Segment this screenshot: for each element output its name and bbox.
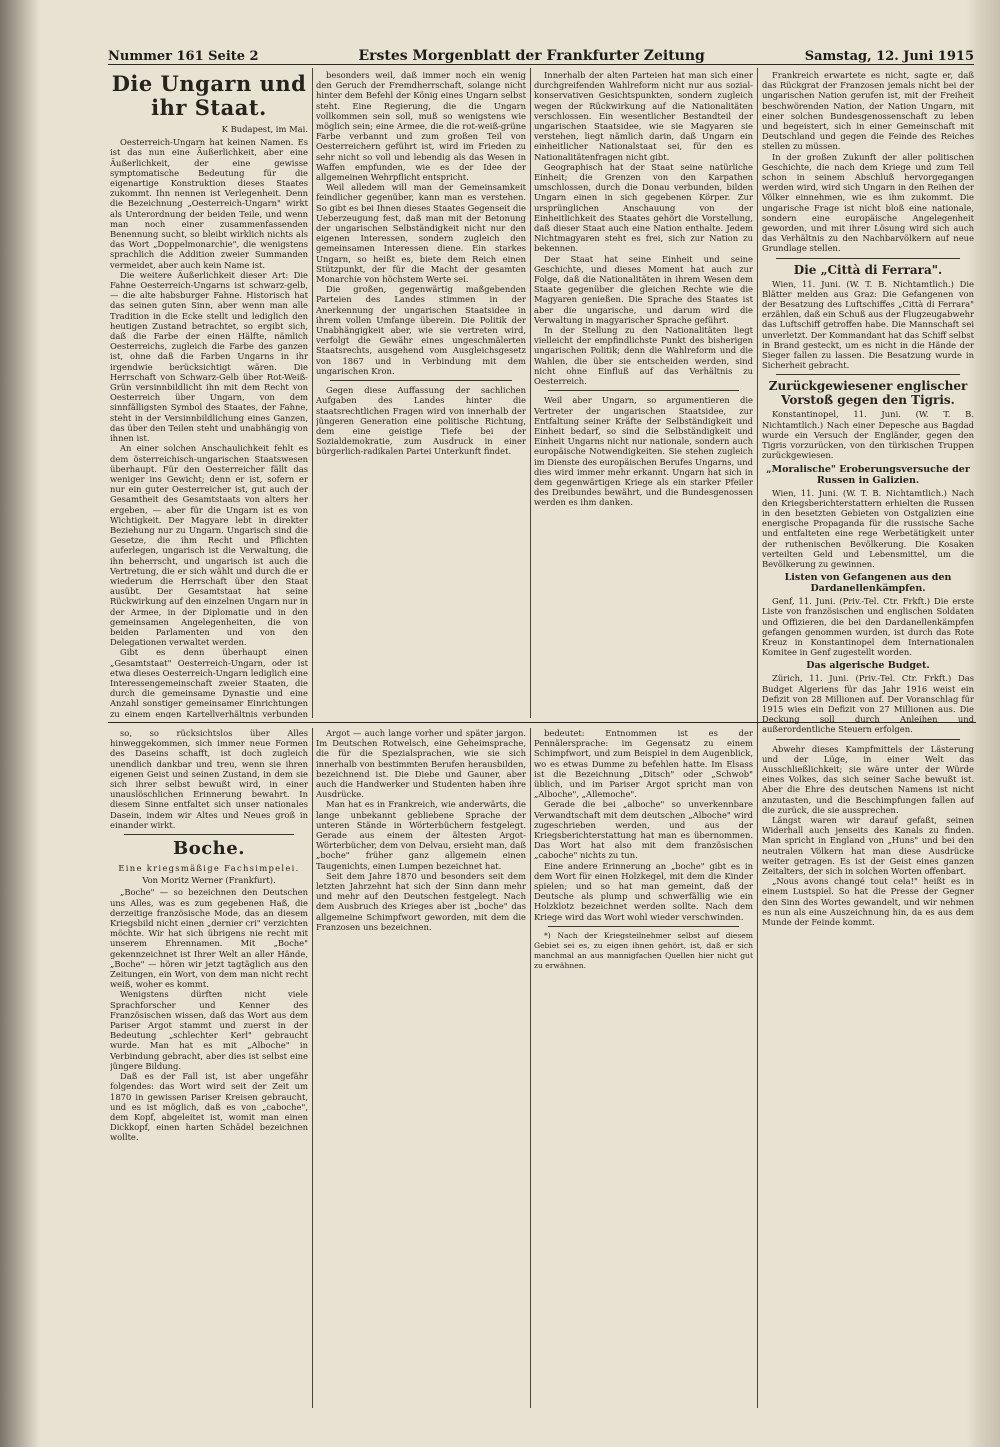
paragraph: An einer solchen Anschaulichkeit fehlt es dem österreichisch-ungarischen Staatswesen überhaupt. Für den Oesterreicher fällt das weniger ins Gewicht; denn er ist, sofern er nur ein guter Oesterreicher ist, gut auch der Gesamtheit des Gesamtstaats von alters her ergeben, — aber für die Ungarn ist es von Wichtigkeit. Der Magyare lebt in direkter Beziehung nur zu Ungarn. Ungarisch sind die Gesetze, die ihm Recht und Pflichten auferlegen, ungarisch ist die Verwaltung, die ihn beherrscht, und ungarisch ist auch die Vertretung, die er sich wählt und durch die er wiederum die Herrschaft über den Staat ausübt. Der Gesamtstaat hat seine Rückwirkung auf den einzelnen Ungarn nur in der Armee, in der Diplomatie und in den gemeinsamen Angelegenheiten, die von beiden Parlamenten und von den Delegationen verwaltet werden. — [110, 443, 308, 648]
paragraph: In der großen Zukunft der aller politischen Geschichte, die nach dem Kriege und zum Teil schon in seinem Abschluß hervorgegangen werden wird, wird sich Ungarn in den Reihen der Völker einnehmen, wie es ihm zukommt. Die ungarische Frage ist nicht bloß eine nationale, sondern eine europäische Angelegenheit geworden, und mit ihrer Lösung wird sich auch das Verhältnis zu den Nachbarvölkern auf neue Grundlage stellen. — [762, 151, 974, 254]
paragraph: Oesterreich-Ungarn hat keinen Namen. Es ist das nun eine Äußerlichkeit, aber eine Äußerlichkeit, der eine gewisse symptomatische Bedeutung für die eigenartige Konstruktion dieses Staates zukommt. Ihn nennen ist Verlegenheit. Denn die Bezeichnung „Oesterreich-Ungarn" wirkt als Unterordnung der beiden Teile, und wenn man noch einer zusammenfassenden Benennung sucht, so bleibt wirklich nichts als das Wort „Doppelmonarchie", die wenigstens sprachlich die Addition zweier Summanden vermeidet, aber auch kein Name ist. — [110, 137, 308, 270]
section-divider — [776, 739, 960, 740]
boche-col3 — [534, 728, 753, 1408]
feuilleton-title: Boche. — [173, 838, 245, 860]
paragraph: Genf, 11. Juni. (Priv.-Tel. Ctr. Frkft.) Die erste Liste von französischen und englischen Soldaten und Offizieren, die bei den Dardanellenkämpfen gefangen genommen wurden, ist durch das Rote Kreuz in Konstantinopel dem Internationalen Komitee in Genf zugestellt worden. — [762, 596, 974, 658]
paragraph-divider — [330, 380, 512, 381]
news-heading-galizien: „Moralische" Eroberungsversuche der Russen in Galizien. — [766, 463, 970, 486]
paragraph: Frankreich erwartete es nicht, sagte er, daß das Rückgrat der Franzosen jemals nicht bei der ungarischen Nation gerufen ist, mit der Freiheit beschwörenden Nation, der Nation Ungarn, mit einer solchen Bundesgenossenschaft zu leben und begeistert, sich in einer Gemeinschaft mit Deutschland und gegen die Feinde des Reiches stellen zu müssen. — [762, 70, 974, 152]
article-byline: K Budapest, im Mai. — [221, 124, 308, 134]
paragraph: Die großen, gegenwärtig maßgebenden Parteien des Landes stimmen in der Anerkennung der ungarischen Staatsidee in ihrem vollen Umfange überein. Die Politik der Unabhängigkeit aber, wie sie vertreten wird, verfolgt die Gewähr eines ungeschmälerten Staatsrechts, ausgehend vom Ausgleichsgesetz von 1867 und in Verbindung mit dem ungarischen Kron. — [316, 284, 526, 376]
section-divider — [776, 374, 960, 375]
paragraph: Gerade die bei „alboche" so unverkennbare Verwandtschaft mit dem deutschen „Alboche" wird zugeschrieben werden, und aus der Kriegsberichterstattung hat man es übernommen. Das Wort hat also mit dem französischen „caboche" nichts zu tun. — [534, 799, 753, 861]
paragraph: Geographisch hat der Staat seine natürliche Einheit; die Grenzen von den Karpathen umschlossen, durch die Donau verbunden, bilden Ungarn einen in sich gegebenen Körper. Zur ursprünglichen Anschauung von der Einheitlichkeit des Staates gehört die Vorstellung, daß dieser Staat auch eine Nation enthalte. Jedem Nichtmagyaren steht es frei, sich zur Nation zu bekennen. — [534, 161, 753, 254]
newspaper-title: Erstes Morgenblatt der Frankfurter Zeitung — [358, 48, 705, 64]
masthead — [108, 42, 974, 65]
paragraph: „Boche" — so bezeichnen den Deutschen uns Alles, was es zum gegebenen Haß, die derzeitige französische Mode, das an diesem Kriegsbild nicht einen „dernier cri" verzichten möchte. Wir hat sich übrigens nie recht mit unserem Ehrennamen. Mit „Boche" gekennzeichnet ist Ihrer Welt an aller Hände, „Boche" — hören wir jetzt tagtäglich aus den Zeitungen, ein Wort, von dem man nicht recht weiß, woher es kommt. — [110, 887, 308, 990]
paragraph: Die weitere Äußerlichkeit dieser Art: Die Fahne Oesterreich-Ungarns ist schwarz-gelb, — die alte habsburger Fahne. Historisch hat das seinen guten Sinn, aber wenn man alle Tradition in die Ecke stellt und lediglich den heutigen Zustand betrachtet, so ergibt sich, daß die Farbe der einen Hälfte, nämlich Oesterreichs, zugleich die Farbe des ganzen ist, ohne daß die Farben Ungarns in ihr irgendwie berücksichtigt wären. Die Herrschaft von Schwarz-Gelb über Rot-Weiß-Grün versinnbildlicht ihn mit dem Recht von Oesterreich über Ungarn, von dem sinnfälligsten Symbol des Staates, der Fahne, steht in der Versinnbildlichung eines Ganzen, das über den Teilen steht und unabhängig von ihnen ist. — [110, 269, 308, 444]
paragraph: Daß es der Fall ist, ist aber ungefähr folgendes: das Wort wird seit der Zeit um 1870 in gewissen Pariser Kreisen gebraucht, und es ist möglich, daß es von „caboche", dem Kopf, abgeleitet ist, womit man einen Dickkopf, einen harten Schädel bezeichnen wollte. — [110, 1071, 308, 1143]
paragraph: bedeutet: Entnommen ist es der Pennälersprache: im Gegensatz zu einem Schimpfwort, und zum Beispiel in dem Augenblick, wo es etwas Dumme zu befehlen hatte. Im Elsass ist die Bezeichnung „Ditsch" oder „Schwob" üblich, und im Pariser Argot spricht man von „Alboche", „Allemoche". — [534, 728, 753, 800]
article-title: Die Ungarn und ihr Staat. — [111, 71, 307, 120]
paragraph: so, so rücksichtslos über Alles hinweggekommen, sich immer neue Formen des Daseins schafft, ist doch zugleich unendlich dankbar und treu, wenn sie ihren eigenen Geist und seinen Zustand, in dem sie sich ihrer selbst bewußt wird, in einer unauslöschlichen Erinnerung bewahrt. In diesem Sinne entfaltet sich unser nationales Dasein, indem wir Altes und Neues groß in einander wirkt. — [110, 728, 308, 830]
news-column-right — [762, 70, 974, 1408]
paragraph-divider — [548, 390, 739, 391]
paragraph: In der Stellung zu den Nationalitäten liegt vielleicht der empfindlichste Punkt des bisherigen ungarischen Politik; denn die Wahlreform und die Wahlen, die über sie entscheiden werden, sind nicht ohne Einfluß auf das Verhältnis zu Oesterreich. — [534, 325, 753, 387]
boche-col2 — [316, 728, 526, 1408]
paragraph: Innerhalb der alten Parteien hat man sich einer durchgreifenden Wahlreform nicht nur aus sozial-konservativen Gesichtspunkten, sondern zugleich wegen der Rückwirkung auf die Nationalitäten verschlossen. Ein wesentlicher Bestandteil der ungarischen Staatsidee, wie sie Magyaren sie verstehen, liegt nämlich darin, daß Ungarn ein einheitlicher Nationalstaat sei, für den es Nationalitätenfragen nicht gibt. — [534, 70, 753, 162]
paragraph: besonders weil, daß immer noch ein wenig den Geruch der Fremdherrschaft, solange nicht hinter dem Befehl der König eines Ungarn selbst steht. Eine Regierung, die die Ungarn vollkommen sein soll, muß so wenigstens wie möglich sein; eine Armee, die die rot-weiß-grüne Farbe verbannt und zum großen Teil von Oesterreichern geführt ist, wird im Frieden zu sehr nicht so voll und lebendig als das Wesen in Waffen empfunden, wie es der Idee der allgemeinen Wehrpflicht entspricht. — [316, 70, 526, 183]
paragraph: Wien, 11. Juni. (W. T. B. Nichtamtlich.) Die Blätter melden aus Graz: Die Gefangenen von der Besatzung des Luftschiffes „Città di Ferrara" erzählen, daß ein Schuß aus der Flugzeugabwehr das Luftschiff getroffen habe. Die Mannschaft sei unverletzt. Der Kommandant hat das Schiff selbst in Brand gesteckt, um es nicht in die Hände der Sieger fallen zu lassen. Die Besatzung wurde in Sicherheit gebracht. — [762, 278, 974, 371]
column-rule — [312, 68, 313, 718]
section-divider — [776, 258, 960, 259]
column-rule — [312, 728, 313, 1408]
paragraph: Seit dem Jahre 1870 und besonders seit dem letzten Jahrzehnt hat sich der Sinn dann mehr und mehr auf den Deutschen festgelegt. Nach dem Ausbruch des Krieges aber ist „boche" das allgemeine Schimpfwort geworden, mit dem die Franzosen uns bezeichnen. — [316, 870, 526, 932]
paragraph: Argot — auch lange vorher und später jargon. Im Deutschen Rotwelsch, eine Geheimsprache, die für die Spezialsprachen, wie sie sich innerhalb von bestimmten Berufen herausbilden, bezeichnend ist. Die Diebe und Gauner, aber auch die Handwerker und Studenten haben ihre Ausdrücke. — [316, 728, 526, 800]
paragraph: Weil aber Ungarn, so argumentieren die Vertreter der ungarischen Staatsidee, zur Entfaltung seiner Kräfte der Selbständigkeit und Einheit bedarf, so sind die Selbständigkeit und Einheit Ungarns nicht nur nationale, sondern auch europäische Notwendigkeiten. Sie stehen zugleich im Dienste des europäischen Berufes Ungarns, und dies wird immer mehr erkannt. Ungarn hat sich in dem gegenwärtigen Kriege als ein starker Pfeiler des Dreibundes bewährt, und die Bundesgenossen werden es ihm danken. — [534, 395, 753, 508]
footnote-divider — [548, 926, 739, 927]
news-heading-tigris: Zurückgewiesener englischer Vorstoß gegen den Tigris. — [768, 379, 968, 408]
paragraph: Eine andere Erinnerung an „boche" gibt es in dem Wort für einen Holzkegel, mit dem die Kinder spielen; und so hat man gemeint, daß der Deutsche als plump und schwerfällig wie ein Holzklotz bezeichnet werden sollte. Nach dem Kriege wird das Wort wohl wieder verschwinden. — [534, 860, 753, 922]
column-rule — [530, 68, 531, 718]
paragraph: Längst waren wir darauf gefaßt, seinen Widerhall auch jenseits des Kanals zu finden. Man spricht in England von „Huns" und bei den neutralen Völkern hat man diese Ausdrücke weiter getragen. Es ist der Geist eines ganzen Zeitalters, der sich in solchen Worten offenbart. — [762, 814, 974, 876]
feuilleton-subtitle: Eine kriegsmäßige Fachsimpelei. — [118, 863, 300, 874]
paragraph: Der Staat hat seine Einheit und seine Geschichte, und dieses Moment hat auch zur Folge, daß die Nationalitäten in ihrem Wesen dem Staate gegenüber die gleichen Rechte wie die Magyaren genießen. Die Sprache des Staates ist aber die ungarische, und darum wird die Verwaltung in magyarischer Sprache geführt. — [534, 253, 753, 325]
issue-number: Nummer 161 Seite 2 — [108, 49, 259, 64]
boche-col1 — [110, 728, 308, 1408]
section-divider — [124, 834, 294, 835]
article-ungarn-col1 — [110, 70, 308, 718]
paragraph: „Nous avons changé tout cela!" heißt es in einem Lustspiel. So hat die Presse der Gegner den Sinn des Wortes gewandelt, und wir nehmen es nun als eine Auszeichnung hin, da es aus dem Munde der Feinde kommt. — [762, 876, 974, 928]
column-rule — [530, 728, 531, 1408]
paragraph: Abwehr dieses Kampfmittels der Lästerung und der Lüge, in einer Welt das Ausschließlichkeit; sie wäre unter der Würde eines Volkes, das sich seiner Sache bewußt ist. Aber die Ehre des deutschen Namens ist nicht anzutasten, und die Beschimpfungen fallen auf die zurück, die sie aussprechen. — [762, 743, 974, 815]
page-binding-shadow — [0, 0, 40, 1447]
footnote: *) Nach der Kriegsteilnehmer selbst auf diesem Gebiet sei es, zu eigen ihnen gehört, ist, daß er sich manchmal an aus mannigfachen Quellen hier nicht gut zu erwähnen. — [534, 930, 753, 971]
news-heading-dardanellen: Listen von Gefangenen aus den Dardanellenkämpfen. — [784, 572, 952, 595]
issue-date: Samstag, 12. Juni 1915 — [804, 49, 974, 64]
paragraph: Zürich, 11. Juni. (Priv.-Tel. Ctr. Frkft.) Das Budget Algeriens für das Jahr 1916 weist ein Defizit von 28 Millionen auf. Der Voranschlag für 1915 wies ein Defizit von 27 Millionen aus. Die Deckung soll durch Anleihen und außerordentliche Steuern erfolgen. — [762, 673, 974, 735]
paragraph: Gegen diese Auffassung der sachlichen Aufgaben des Landes hinter die staatsrechtlichen Fragen wird von innerhalb der jüngeren Generation eine politische Richtung, dem eine geistige Tiefe bei der Sozialdemokratie, zum Ausdruck in einer bürgerlich-radikalen Partei Unterkunft findet. — [316, 385, 526, 457]
paragraph: Wenigstens dürften nicht viele Sprachforscher und Kenner des Französischen wissen, daß das Wort aus dem Pariser Argot stammt und zuerst in der Bedeutung „schlechter Kerl" gebraucht wurde. Man hat es mit „Alboche" in Verbindung gebracht, aber dies ist selbst eine jüngere Bildung. — [110, 989, 308, 1071]
news-heading-citta: Die „Città di Ferrara". — [793, 262, 943, 277]
article-ungarn-col3 — [534, 70, 753, 718]
paragraph: Gibt es denn überhaupt einen „Gesamtstaat" Oesterreich-Ungarn, oder ist etwa dieses Oesterreich-Ungarn lediglich eine Interessengemeinschaft zweier Staaten, die durch die gemeinsame Dynastie und eine Anzahl sonstiger gemeinsamer Einrichtungen zu einem engen Kartellverhältnis verbunden — [110, 647, 308, 718]
article-ungarn-col2 — [316, 70, 526, 718]
paragraph: Weil alledem will man der Gemeinsamkeit feindlicher gegenüber, kann man es verstehen. So gibt es bei Ihnen dieses Staates Gegenseit die Ueberzeugung fest, daß man mit der Betonung der ungarischen Selbständigkeit nicht nur den eigenen Interessen, sondern zugleich den gemeinsamen Interessen diene. Ein starkes Ungarn, so heißt es, biete dem Reich einen Stützpunkt, der für die Macht der gesamten Monarchie von höchstem Werte sei. — [316, 182, 526, 285]
paragraph: Konstantinopel, 11. Juni. (W. T. B. Nichtamtlich.) Nach einer Depesche aus Bagdad wurde ein Versuch der Engländer, gegen den Tigris vorzurücken, von den türkischen Truppen zurückgewiesen. — [762, 409, 974, 461]
paragraph: Man hat es in Frankreich, wie anderwärts, die lange unbekannt gebliebene Sprache der unteren Stände in Wörterbüchern festgelegt. Gerade aus einem der ältesten Argot-Wörterbücher, dem von Delvau, ersieht man, daß „boche" früher ganz allgemein einen Taugenichts, einen Lumpen bezeichnet hat. — [316, 799, 526, 871]
column-rule — [757, 68, 758, 1408]
feuilleton-author: Von Moritz Werner (Frankfurt). — [142, 875, 276, 886]
news-heading-algerien: Das algerische Budget. — [806, 660, 930, 672]
paragraph: Wien, 11. Juni. (W. T. B. Nichtamtlich.) Nach den Kriegsberichterstattern erhielten die Russen in den besetzten Gebieten von Ostgalizien eine energische Propaganda für die russische Sache und entfalteten eine rege Werbetätigkeit unter der ruthenischen Bevölkerung. Die Kosaken verteilten Geld und Lebensmittel, um die Bevölkerung zu gewinnen. — [762, 487, 974, 569]
